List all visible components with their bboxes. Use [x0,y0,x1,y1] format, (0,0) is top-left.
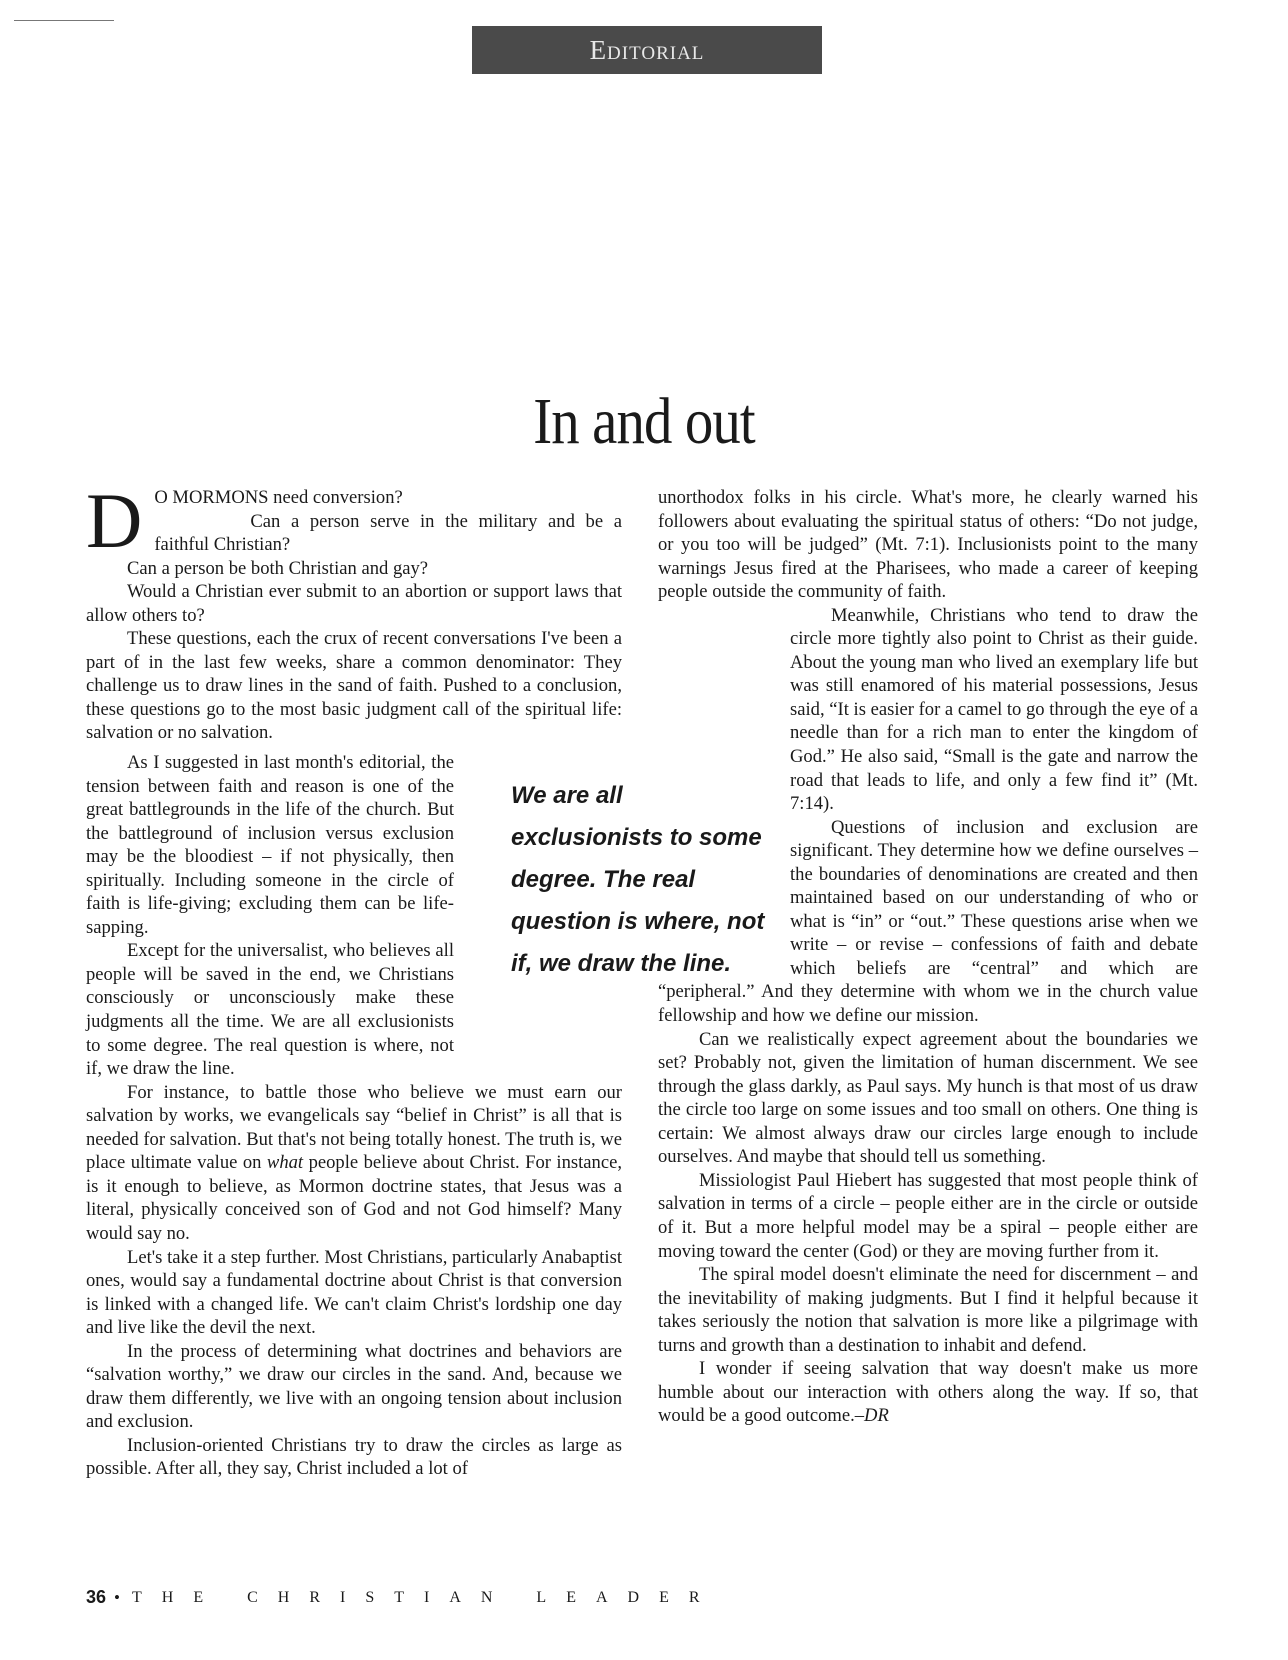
paragraph: Can we realistically expect agreement about the boundaries we set? Probably not, given the limitation of human discernment. We see through the glass darkly, as Paul says. My hunch is that most of us draw the circle too large on some issues and too small on others. One thing is certain: We almost always draw our circles large enough to include ourselves. And maybe that should tell us something. [658,1028,1198,1168]
paragraph: Except for the universalist, who believes all people will be saved in the end, we Christians consciously or unconsciously make these judgments all the time. We are all exclusionists to some degree. The real question is where, not if, we draw the line. [86,940,454,1080]
paragraph: For instance, to battle those who believe we must earn our salvation by works, we evangelicals say “belief in Christ” is all that is needed for salvation. But that's not being totally honest. The truth is, we place ultimate value on what people believe about Christ. For instance, is it enough to believe, as Mormon doctrine states, that Jesus was a literal, physically conceived son of God and not God himself? Many would say no. [86,1081,623,1244]
article-title: In and out [533,385,755,458]
paragraph: Can a person serve in the military and be a faithful Christian? [154,510,622,556]
signature: DR [864,1405,889,1427]
magazine-name: THE CHRISTIAN LEADER [131,1588,720,1606]
pull-quote: We are all exclusionists to some degree. The real question is where, not if, we draw the line. [511,782,765,977]
pull-quote-gap [658,734,790,979]
paragraph: Questions of inclusion and exclusion are significant. They determine how we define ourselves – the boundaries of denominations are created and then maintained based on our understanding of who or what is “in” or “out.” These questions arise when we write – or revise – confessions of faith and debate which beliefs are “central” and which are “peripheral.” And they determine with whom we in the church value fellowship and how we define our mission. [658,816,1198,1027]
paragraph: The spiral model doesn't eliminate the need for discernment – and the inevitability of making judgments. But I find it helpful because it takes seriously the notion that salvation is more like a pilgrimage with turns and growth than a destination to inhabit and defend. [658,1264,1198,1356]
paragraph: O MORMONS need conversion? [154,487,403,508]
paragraph: These questions, each the crux of recent conversations I've been a part of in the last few weeks, share a common denominator: They challenge us to draw lines in the sand of faith. Pushed to a conclusion, these questions go to the most basic judgment call of the spiritual life: salvation or no salvation. [86,628,622,744]
paragraph: Inclusion-oriented Christians try to draw the circles as large as possible. After all, they say, Christ included a lot of [86,1434,622,1480]
paragraph: Let's take it a step further. Most Christians, particularly Anabaptist ones, would say a fundamental doctrine about Christ is that conversion is linked with a changed life. We can't claim Christ's lordship one day and live like the devil the next. [86,1246,622,1339]
emphasis: what [266,1152,304,1174]
footer-separator: • [114,1587,120,1607]
paragraph: In the process of determining what doctrines and behaviors are “salvation worthy,” we draw our circles in the sand. And, because we draw them differently, we live with an ongoing tension about inclusion and exclusion. [86,1340,622,1433]
paragraph: Meanwhile, Christians who tend to draw the circle more tightly also point to Christ as their guide. About the young man who lived an exemplary life but was still enamored of his material possessions, Jesus said, “It is easier for a camel to go through the eye of a needle than for a rich man to enter the kingdom of God.” He also said, “Small is the gate and narrow the road that leads to life, and only a few find it” (Mt. 7:14). [790,604,1198,815]
top-rule [14,20,114,21]
paragraph: Would a Christian ever submit to an abortion or support laws that allow others to? [86,581,622,626]
section-banner: Editorial [472,26,822,74]
paragraph: Can a person be both Christian and gay? [127,557,429,579]
page-footer [86,1587,720,1608]
drop-cap: D [86,477,143,564]
paragraph: Missiologist Paul Hiebert has suggested that most people think of salvation in terms of a circle – people either are in the circle or outside of it. But a more helpful model may be a spiral – people either are moving toward the center (God) or they are moving further from it. [658,1169,1198,1262]
right-column [658,486,1198,1428]
paragraph: unorthodox folks in his circle. What's more, he clearly warned his followers about evaluating the spiritual status of others: “Do not judge, or you too will be judged” (Mt. 7:1). Inclusionists point to the many warnings Jesus fired at the Pharisees, who made a career of keeping people outside the community of faith. [658,487,1198,603]
paragraph: As I suggested in last month's editorial, the tension between faith and reason is one of the great battlegrounds in the life of the church. But the battleground of inclusion versus exclusion may be the bloodiest – if not physically, then spiritually. Including someone in the circle of faith is life-giving; excluding them can be life-sapping. [86,752,454,938]
page-number: 36 [86,1587,107,1607]
paragraph: I wonder if seeing salvation that way doesn't make us more humble about our interaction with others along the way. If so, that would be a good outcome.–DR [658,1358,1198,1427]
